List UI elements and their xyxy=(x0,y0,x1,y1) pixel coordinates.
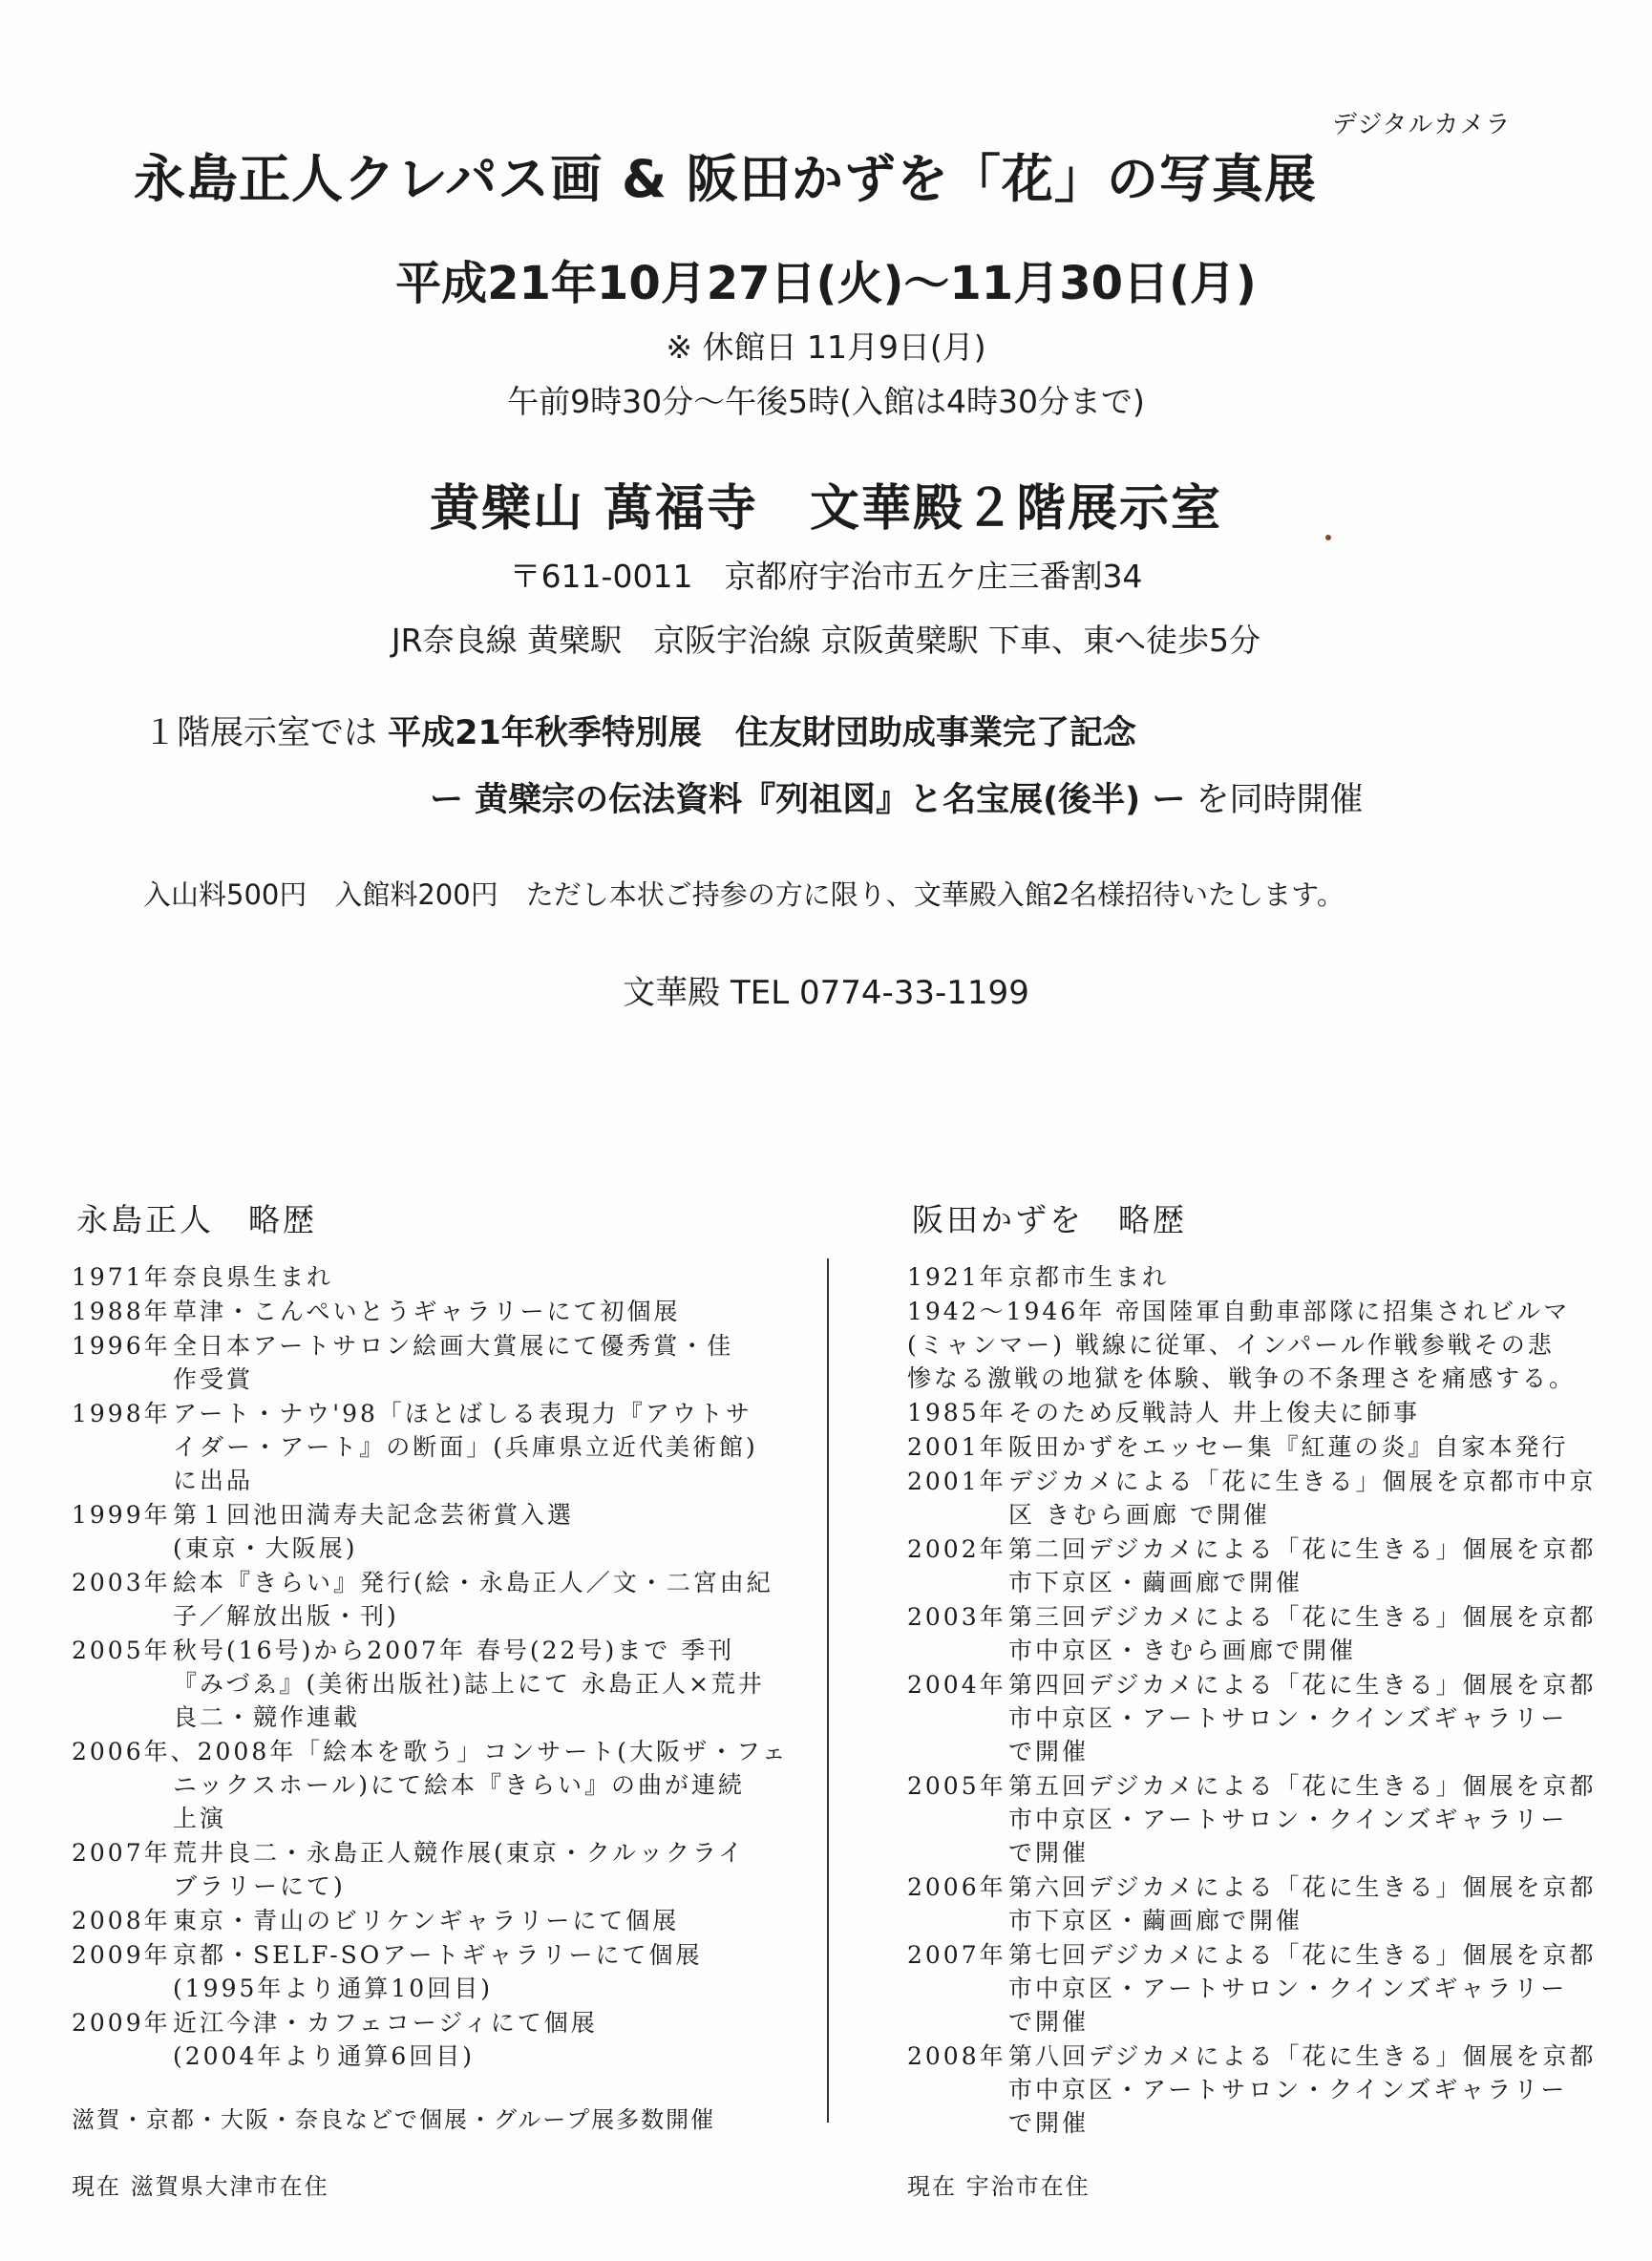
bio-text-line: 第七回デジカメによる「花に生きる」個展を京都 xyxy=(1008,1941,1597,1969)
bio-item xyxy=(72,2006,797,2073)
ex1-prefix: １階展示室では xyxy=(143,714,389,752)
bio-text-line: に出品 xyxy=(173,1467,254,1494)
bio-item xyxy=(907,1870,1633,1937)
bio-year: 1996年 xyxy=(72,1332,171,1360)
bio-item xyxy=(907,1260,1633,1294)
bio-text-line: イダー・アート』の断面」(兵庫県立近代美術館) xyxy=(173,1433,758,1461)
bio-text-line: 第１回池田満寿夫記念芸術賞入選 xyxy=(173,1501,575,1529)
bio-text-line: で開催 xyxy=(1008,1738,1090,1765)
bio-text-line: 秋号(16号)から2007年 春号(22号)まで 季刊 xyxy=(173,1637,735,1664)
bio-right-heading: 阪田かずを 略歴 xyxy=(912,1201,1187,1238)
bio-item xyxy=(907,1938,1633,2039)
bio-text-line: そのため反戦詩人 井上俊夫に師事 xyxy=(1008,1399,1420,1426)
bio-item xyxy=(72,1634,797,1734)
bio-text-line: 上演 xyxy=(173,1805,227,1832)
bio-text-line: 草津・こんぺいとうギャラリーにて初個展 xyxy=(173,1298,681,1325)
bio-item xyxy=(907,1295,1633,1395)
bio-year: 2004年 xyxy=(907,1671,1006,1699)
bio-item xyxy=(72,1397,797,1497)
bio-text-line: アート・ナウ'98「ほとばしる表現力『アウトサ xyxy=(173,1400,752,1427)
bio-text-line: 惨なる激戦の地獄を体験、戦争の不条理さを痛感する。 xyxy=(907,1364,1577,1392)
bio-year: 1985年 xyxy=(907,1399,1006,1426)
bio-left-residence: 現在 滋賀県大津市在住 xyxy=(72,2173,329,2200)
bio-item xyxy=(907,1668,1633,1768)
bio-year: 2001年 xyxy=(907,1433,1006,1461)
bio-text-line: 絵本『きらい』発行(絵・永島正人／文・二宮由紀 xyxy=(173,1569,773,1596)
bio-text-line: 京都市生まれ xyxy=(1008,1263,1170,1291)
bio-text-line: 荒井良二・永島正人競作展(東京・クルックライ xyxy=(173,1839,746,1867)
bio-text-line: 第二回デジカメによる「花に生きる」個展を京都 xyxy=(1008,1535,1597,1563)
admission-fee: 入山料500円 入館料200円 ただし本状ご持参の方に限り、文華殿入館2名様招待いたします。 xyxy=(143,878,1345,911)
bio-text-line: (2004年より通算6回目) xyxy=(173,2042,476,2070)
bio-text-line: (東京・大阪展) xyxy=(173,1534,358,1562)
column-divider xyxy=(827,1258,829,2123)
bio-left-list xyxy=(72,1260,797,2074)
bio-text-line: 東京・青山のビリケンギャラリーにて個展 xyxy=(173,1907,680,1934)
bio-year: 2006年、2008年 xyxy=(72,1738,297,1765)
bio-text-line: 市下京区・繭画廊で開催 xyxy=(1008,1907,1303,1934)
bio-item xyxy=(72,1735,797,1835)
access: JR奈良線 黄檗駅 京阪宇治線 京阪黄檗駅 下車、東へ徒歩5分 xyxy=(391,622,1261,659)
bio-text-line: 作受賞 xyxy=(173,1365,254,1393)
page-title: 永島正人クレパス画 & 阪田かずを「花」の写真展 xyxy=(134,149,1317,209)
bio-text-line: デジカメによる「花に生きる」個展を京都市中京 xyxy=(1008,1468,1597,1495)
bio-text-line: ニックスホール)にて絵本『きらい』の曲が連続 xyxy=(173,1771,746,1799)
bio-text-line: で開催 xyxy=(1008,2109,1090,2137)
bio-item xyxy=(907,1430,1633,1464)
bio-item xyxy=(72,1566,797,1633)
bio-right-residence: 現在 宇治市在住 xyxy=(907,2173,1091,2200)
bio-year: 2009年 xyxy=(72,2009,171,2037)
bio-text-line: 区 きむら画廊 で開催 xyxy=(1008,1501,1270,1529)
opening-hours: 午前9時30分～午後5時(入館は4時30分まで) xyxy=(507,383,1145,420)
bio-year: 2008年 xyxy=(72,1907,171,1934)
bio-left-heading: 永島正人 略歴 xyxy=(76,1201,317,1238)
title-ruby: デジタルカメラ xyxy=(1332,111,1512,139)
bio-year: 1998年 xyxy=(72,1400,171,1427)
bio-text-line: 市中京区・アートサロン・クインズギャラリー xyxy=(1008,1704,1568,1732)
bio-item xyxy=(907,1465,1633,1532)
bio-year: 2007年 xyxy=(72,1839,171,1867)
bio-item xyxy=(72,1329,797,1396)
bio-text-line: で開催 xyxy=(1008,1839,1090,1867)
concurrent-exhibition-line2 xyxy=(430,773,1364,821)
bio-text-line: 「絵本を歌う」コンサート(大阪ザ・フェ xyxy=(296,1738,789,1765)
bio-left-note: 滋賀・京都・大阪・奈良などで個展・グループ展多数開催 xyxy=(72,2106,716,2133)
bio-text-line: 市中京区・きむら画廊で開催 xyxy=(1008,1637,1357,1664)
bio-text-line: 阪田かずをエッセー集『紅蓮の炎』自家本発行 xyxy=(1008,1433,1569,1461)
bio-year: 1999年 xyxy=(72,1501,171,1529)
bio-year: 2003年 xyxy=(907,1603,1006,1631)
bio-item xyxy=(907,1769,1633,1870)
bio-year: 1971年 xyxy=(72,1263,171,1291)
bio-text-line: 帝国陸軍自動車部隊に招集されビルマ xyxy=(1105,1298,1571,1325)
bio-text-line: 良二・競作連載 xyxy=(173,1703,361,1731)
closed-day: ※ 休館日 11月9日(月) xyxy=(666,328,986,366)
bio-year: 2005年 xyxy=(907,1772,1006,1800)
bio-year: 2008年 xyxy=(907,2042,1006,2070)
bio-item xyxy=(907,1396,1633,1429)
bio-text-line: 市中京区・アートサロン・クインズギャラリー xyxy=(1008,1975,1568,2002)
bio-text-line: 『みづゑ』(美術出版社)誌上にて 永島正人×荒井 xyxy=(173,1670,765,1698)
venue: 黄檗山 萬福寺 文華殿２階展示室 xyxy=(429,480,1223,538)
bio-year: 2003年 xyxy=(72,1569,171,1596)
bio-year: 2006年 xyxy=(907,1873,1006,1901)
bio-text-line: ブラリーにて) xyxy=(173,1872,346,1900)
address: 〒611-0011 京都府宇治市五ケ庄三番割34 xyxy=(509,558,1143,595)
ex2-bold: ー 黄檗宗の伝法資料『列祖図』と名宝展(後半) ー xyxy=(430,781,1186,819)
bio-text-line: 京都・SELF-SOアートギャラリーにて個展 xyxy=(173,1941,703,1969)
bio-text-line: で開催 xyxy=(1008,2008,1090,2036)
bio-text-line: 子／解放出版・刊) xyxy=(173,1602,399,1630)
bio-item xyxy=(72,1938,797,2005)
bio-right-list xyxy=(907,1260,1633,2141)
bio-year: 2002年 xyxy=(907,1535,1006,1563)
telephone: 文華殿 TEL 0774-33-1199 xyxy=(623,974,1029,1012)
bio-year: 1921年 xyxy=(907,1263,1006,1291)
bio-year: 2001年 xyxy=(907,1468,1006,1495)
bio-year: 2007年 xyxy=(907,1941,1006,1969)
bio-text-line: 第六回デジカメによる「花に生きる」個展を京都 xyxy=(1008,1873,1597,1901)
bio-text-line: 市中京区・アートサロン・クインズギャラリー xyxy=(1008,1806,1568,1833)
bio-year: 2009年 xyxy=(72,1941,171,1969)
bio-text-line: 市下京区・繭画廊で開催 xyxy=(1008,1569,1303,1596)
bio-text-line: (ミャンマー) 戦線に従軍、インパール作戦参戦その悲 xyxy=(907,1331,1555,1359)
bio-year: 2005年 xyxy=(72,1637,171,1664)
ex2-suffix: を同時開催 xyxy=(1185,781,1364,819)
bio-text-line: 第八回デジカメによる「花に生きる」個展を京都 xyxy=(1008,2042,1597,2070)
bio-year: 1942～1946年 xyxy=(907,1298,1106,1325)
bio-year: 1988年 xyxy=(72,1298,171,1325)
bio-item xyxy=(72,1260,797,1294)
bio-item xyxy=(72,1295,797,1328)
bio-text-line: 第三回デジカメによる「花に生きる」個展を京都 xyxy=(1008,1603,1597,1631)
bio-item xyxy=(72,1498,797,1565)
bio-text-line: 市中京区・アートサロン・クインズギャラリー xyxy=(1008,2076,1568,2103)
bio-item xyxy=(907,2039,1633,2140)
bio-text-line: 第四回デジカメによる「花に生きる」個展を京都 xyxy=(1008,1671,1597,1699)
bio-item xyxy=(907,1532,1633,1599)
bio-text-line: 近江今津・カフェコージィにて個展 xyxy=(173,2009,598,2037)
bio-text-line: (1995年より通算10回目) xyxy=(173,1975,493,2002)
bio-item xyxy=(72,1904,797,1937)
bio-item xyxy=(72,1836,797,1903)
bio-text-line: 第五回デジカメによる「花に生きる」個展を京都 xyxy=(1008,1772,1597,1800)
concurrent-exhibition-line1 xyxy=(143,707,1136,754)
exhibition-dates: 平成21年10月27日(火)～11月30日(月) xyxy=(395,257,1257,310)
ex1-bold: 平成21年秋季特別展 住友財団助成事業完了記念 xyxy=(388,714,1136,752)
scan-speck xyxy=(1325,535,1331,540)
bio-text-line: 奈良県生まれ xyxy=(173,1263,334,1291)
bio-text-line: 全日本アートサロン絵画大賞展にて優秀賞・佳 xyxy=(173,1332,734,1360)
bio-item xyxy=(907,1600,1633,1667)
